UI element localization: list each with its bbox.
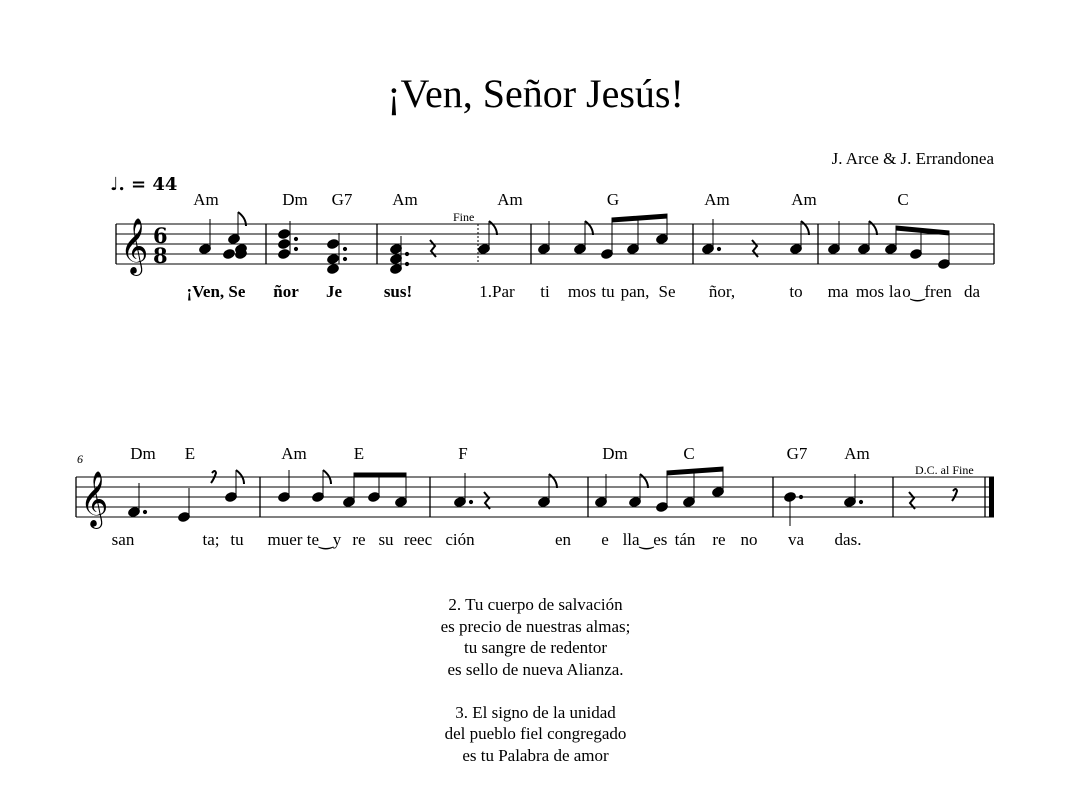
verse-line: 3. El signo de la unidad [455, 702, 616, 722]
lyric-syllable: ñor, [708, 282, 736, 301]
chord-symbol: G [606, 190, 620, 209]
chord-symbol: Dm [130, 444, 156, 463]
verse-line: es sello de nueva Alianza. [447, 659, 624, 679]
lyric-syllable: re [712, 530, 726, 549]
lyric-syllable: no [740, 530, 758, 549]
fine-marking: Fine [453, 210, 475, 224]
lyric-syllable: mos [567, 282, 597, 301]
lyric-syllable: tu [230, 530, 244, 549]
lyric-syllable: ta; [202, 530, 220, 549]
chord-symbol: F [458, 444, 468, 463]
notes-system-1 [198, 212, 950, 275]
lyric-syllable: en [554, 530, 572, 549]
chord-symbol: Am [704, 190, 730, 209]
lyric-syllable: mos [855, 282, 885, 301]
chord-symbol: Am [791, 190, 817, 209]
chord-symbol: C [683, 444, 695, 463]
chord-symbol: C [897, 190, 909, 209]
lyric-syllable: Se [658, 282, 676, 301]
additional-verses [0, 594, 1071, 788]
chord-symbol: G7 [331, 190, 353, 209]
lyric-syllable: ma [827, 282, 849, 301]
treble-clef-icon: 𝄞 [120, 218, 149, 274]
lyric-syllable: Je [325, 282, 343, 301]
lyric-syllable: re [352, 530, 366, 549]
song-title: ¡Ven, Señor Jesús! [387, 71, 684, 116]
staff-system-2 [76, 477, 994, 517]
lyric-syllable: san [111, 530, 135, 549]
chord-symbol: Am [193, 190, 219, 209]
treble-clef-icon: 𝄞 [80, 471, 109, 527]
verse-line: tu sangre de redentor [463, 638, 608, 657]
time-signature-top: 6 [153, 223, 168, 248]
verse-line: es precio de nuestras almas; [440, 616, 631, 636]
lyric-syllable: su [378, 530, 394, 549]
lyric-syllable: tu [601, 282, 615, 301]
chord-symbol: Am [392, 190, 418, 209]
lyric-syllable: ción [445, 530, 475, 549]
lyric-syllable: te‿y [306, 530, 342, 549]
lyric-syllable: pan, [620, 282, 650, 301]
lyric-syllable: reec [403, 530, 433, 549]
lyric-syllable: da [963, 282, 981, 301]
lyric-syllable: tán [674, 530, 696, 549]
verse-2 [0, 594, 1071, 680]
chord-symbol: E [184, 444, 196, 463]
lyric-syllable: la [888, 282, 902, 301]
chord-symbol: Dm [282, 190, 308, 209]
staff-system-1 [116, 224, 994, 264]
verse-line: 2. Tu cuerpo de salvación [448, 595, 623, 614]
chord-symbol: G7 [786, 444, 808, 463]
lyric-syllable: ¡Ven, Se [186, 282, 246, 301]
chord-symbol: E [353, 444, 365, 463]
lyric-syllable: sus! [383, 282, 413, 301]
lyric-syllable: o‿fren [902, 282, 952, 301]
lyric-syllable: ti [540, 282, 550, 301]
lyric-syllable: to [789, 282, 803, 301]
composer-credit: J. Arce & J. Errandonea [831, 149, 994, 168]
verse-line: del pueblo fiel congregado [444, 724, 627, 743]
lyric-syllable: va [787, 530, 805, 549]
verse-3 [0, 702, 1071, 767]
lyric-syllable: ñor [273, 282, 299, 301]
chord-symbol: Dm [602, 444, 628, 463]
chord-symbol: Am [281, 444, 307, 463]
chord-symbol: Am [844, 444, 870, 463]
lyric-syllable: das. [834, 530, 862, 549]
da-capo-marking: D.C. al Fine [915, 463, 974, 477]
measure-number: 6 [77, 452, 83, 466]
lyric-syllable: 1.Par [479, 282, 515, 301]
chord-symbol: Am [497, 190, 523, 209]
verse-line: es tu Palabra de amor [462, 745, 609, 765]
tempo-marking: ♩. = 44 [110, 174, 178, 195]
lyric-syllable: e [601, 530, 609, 549]
lyric-syllable: lla‿es [622, 530, 668, 549]
lyric-syllable: muer [267, 530, 303, 549]
time-signature-bottom: 8 [153, 243, 168, 268]
